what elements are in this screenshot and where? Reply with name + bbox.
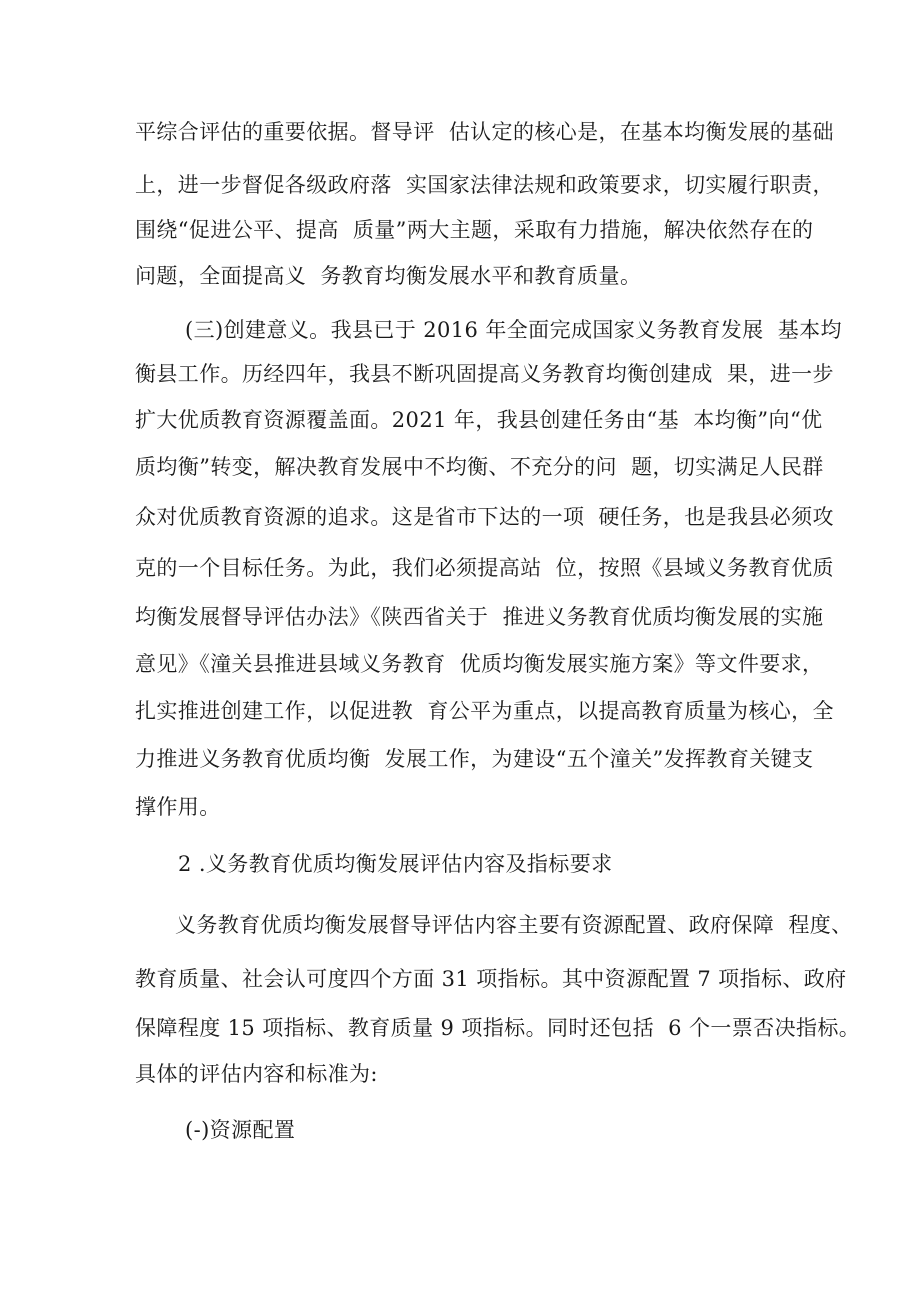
subsection-heading-resource-config: (-)资源配置 (185, 1118, 296, 1142)
paragraph-3-line-2: 教育质量、社会认可度四个方面 31 项指标。其中资源配置 7 项指标、政府 (135, 967, 847, 991)
paragraph-2-line-8: 意见》《潼关县推进县域义务教育 优质均衡发展实施方案》等文件要求， (135, 652, 824, 676)
paragraph-2-line-9: 扎实推进创建工作，以促进教 育公平为重点，以提高教育质量为核心，全 (135, 699, 834, 723)
section-heading-2: 2 .义务教育优质均衡发展评估内容及指标要求 (178, 852, 613, 876)
paragraph-1-line-3: 围绕“促进公平、提高 质量”两大主题，采取有力措施，解决依然存在的 (135, 218, 814, 242)
paragraph-1-line-1: 平综合评估的重要依据。督导评 估认定的核心是，在基本均衡发展的基础 (135, 120, 834, 144)
paragraph-2-line-1: (三)创建意义。我县已于 2016 年全面完成国家义务教育发展 基本均 (185, 318, 842, 342)
paragraph-2-line-11: 撑作用。 (135, 795, 221, 819)
paragraph-2-line-5: 众对优质教育资源的追求。这是省市下达的一项 硬任务，也是我县必须攻 (135, 505, 834, 529)
paragraph-3-line-4: 具体的评估内容和标准为: (135, 1062, 378, 1086)
paragraph-2-line-3: 扩大优质教育资源覆盖面。2021 年，我县创建任务由“基 本均衡”向“优 (135, 408, 823, 432)
paragraph-3-line-1: 义务教育优质均衡发展督导评估内容主要有资源配置、政府保障 程度、 (175, 913, 853, 937)
paragraph-2-line-6: 克的一个目标任务。为此，我们必须提高站 位，按照《县域义务教育优质 (135, 556, 834, 580)
paragraph-3-line-3: 保障程度 15 项指标、教育质量 9 项指标。同时还包括 6 个一票否决指标。 (135, 1016, 861, 1040)
paragraph-1-line-4: 问题，全面提高义 务教育均衡发展水平和教育质量。 (135, 264, 642, 288)
paragraph-2-line-10: 力推进义务教育优质均衡 发展工作，为建设“五个潼关”发挥教育关键支 (135, 747, 814, 771)
paragraph-2-line-4: 质均衡”转变，解决教育发展中不均衡、不充分的问 题，切实满足人民群 (135, 455, 824, 479)
paragraph-2-line-2: 衡县工作。历经四年，我县不断巩固提高义务教育均衡创建成 果，进一步 (135, 362, 834, 386)
paragraph-1-line-2: 上，进一步督促各级政府落 实国家法律法规和政策要求，切实履行职责， (135, 173, 834, 197)
paragraph-2-line-7: 均衡发展督导评估办法》《陕西省关于 推进义务教育优质均衡发展的实施 (135, 605, 824, 629)
